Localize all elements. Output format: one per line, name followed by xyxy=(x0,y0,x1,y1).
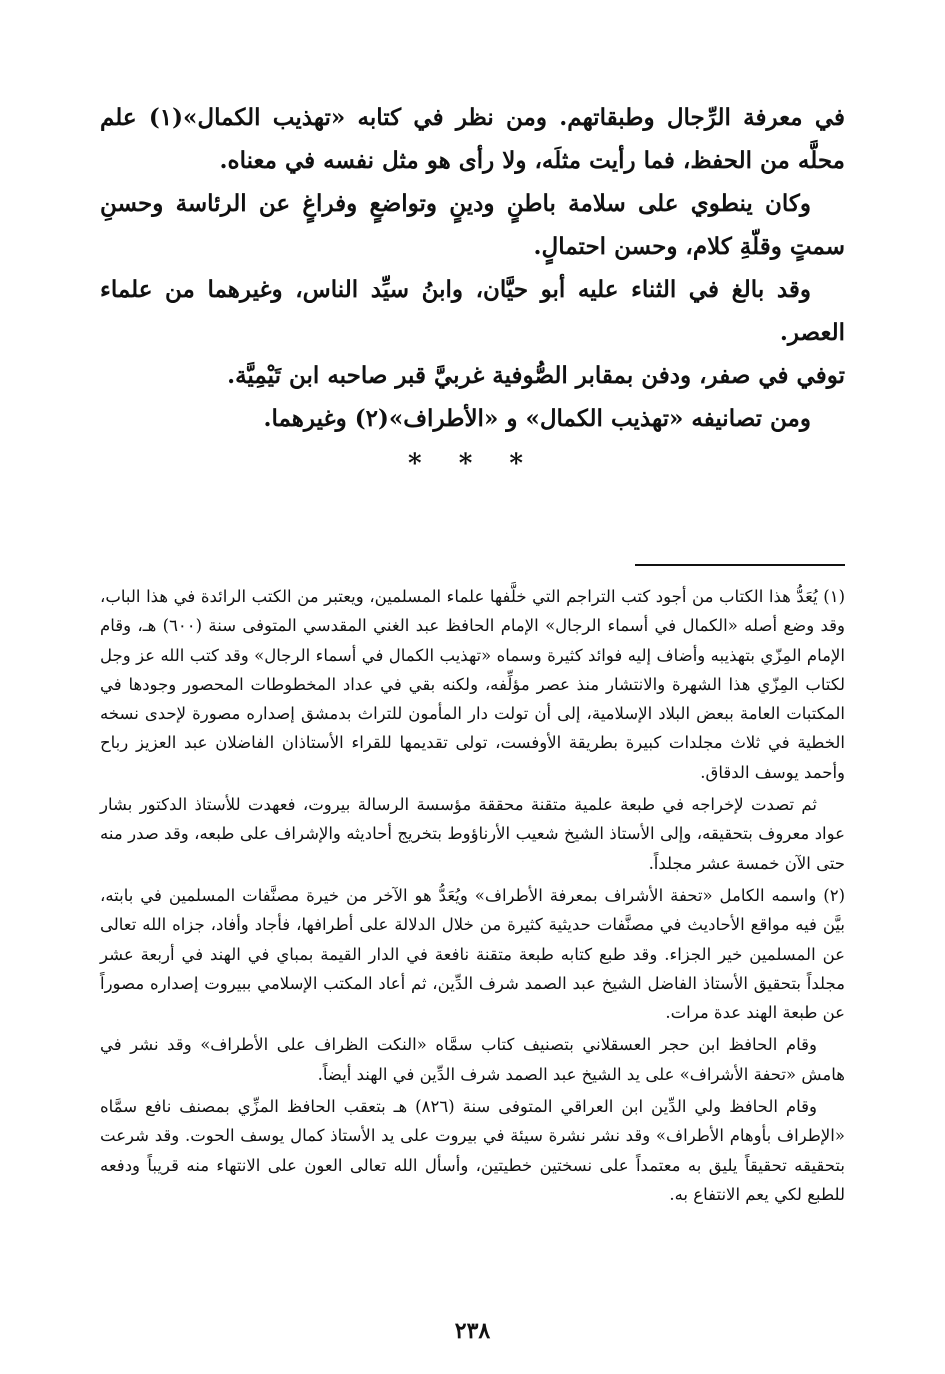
main-paragraph-4: توفي في صفر، ودفن بمقابر الصُّوفية غربيَّ قبر صاحبه ابن تَيْمِيَّة. xyxy=(227,362,845,389)
footnotes xyxy=(100,582,845,1212)
footnote-1 xyxy=(100,582,845,787)
footnote-2-text: واسمه الكامل «تحفة الأشراف بمعرفة الأطراف» ويُعَدُّ هو الآخر من خيرة مصنَّفات المسلمين في بابته، بيَّن فيه مواقع الأحاديث في مصنَّفات حديثية كثيرة من خلال الدلالة على أطرافها، فأجاد وأفاد، جزاه الله تعالى عن المسلمين خير الجزاء. وقد طبع كتابه طبعة متقنة نافعة في الدار القيمة بمباي في الهند في أربعة عشر مجلداً بتحقيق الأستاذ الفاضل الشيخ عبد الصمد شرف الدِّين، ثم أعاد المكتب الإسلامي ببيروت إصداره مصوراً عن طبعة الهند عدة مرات. xyxy=(100,885,845,1023)
main-paragraph-3: وقد بالغ في الثناء عليه أبو حيَّان، وابنُ سيِّد الناس، وغيرهما من علماء العصر. xyxy=(100,276,845,346)
footnote-2 xyxy=(100,881,845,1027)
main-paragraph-5: ومن تصانيفه «تهذيب الكمال» و «الأطراف»(٢) وغيرهما. xyxy=(263,405,811,432)
footnote-2-continuation-2: وقام الحافظ ولي الدِّين ابن العراقي المتوفى سنة (٨٢٦) هـ بتعقب الحافظ المزِّي بمصنف نافع سمَّاه «الإطراف بأوهام الأطراف» وقد نشر نشرة سيئة في بيروت على يد الأستاذ كمال يوسف الحوت. وقد شرعت بتحقيقه تحقيقاً يليق به معتمداً على نسختين خطيتين، وأسأل الله تعالى العون على الانتهاء منه قريباً ودفعه للطبع لكي يعم الانتفاع به. xyxy=(100,1097,845,1204)
footnote-1-text: يُعَدُّ هذا الكتاب من أجود كتب التراجم التي خلَّفها علماء المسلمين، ويعتبر من الكتب الرائدة في هذا الباب، وقد وضع أصله «الكمال في أسماء الرجال» الإمام الحافظ عبد الغني المقدسي المتوفى سنة (٦٠٠) هـ، وقام الإمام المِزّي بتهذيبه وأضاف إليه فوائد كثيرة وسماه «تهذيب الكمال في أسماء الرجال» وقد كتب الله عز وجل لكتاب المِزّي هذا الشهرة والانتشار منذ عصر مؤلِّفه، ولكنه بقي في عداد المخطوطات المحصور وجودها في المكتبات العامة ببعض البلاد الإسلامية، إلى أن تولت دار المأمون للتراث بدمشق إصداره مصورة لإحدى نسخه الخطية في ثلاث مجلدات كبيرة بطريقة الأوفست، تولى تقديمها للقراء الأستاذان الفاضلان عبد العزيز رباح وأحمد يوسف الدقاق. xyxy=(100,587,846,782)
main-text xyxy=(100,96,845,484)
footnote-divider xyxy=(635,564,845,566)
main-paragraph-1: في معرفة الرِّجال وطبقاتهم. ومن نظر في كتابه «تهذيب الكمال»(١) علم محلَّه من الحفظ، فما رأيت مثلَه، ولا رأى هو مثل نفسه في معناه. xyxy=(100,104,845,174)
footnote-1-number: (١) xyxy=(823,587,846,606)
page-body xyxy=(100,96,846,1344)
footnote-1-continuation: ثم تصدت لإخراجه في طبعة علمية متقنة محققة مؤسسة الرسالة بيروت، فعهدت للأستاذ الدكتور بشار عواد معروف بتحقيقه، وإلى الأستاذ الشيخ شعيب الأرناؤوط بتخريج أحاديثه والإشراف على طبعه، وقد صدر منه حتى الآن خمسة عشر مجلداً. xyxy=(100,795,845,873)
footnote-2-continuation-1: وقام الحافظ ابن حجر العسقلاني بتصنيف كتاب سمَّاه «النكت الظراف على الأطراف» وقد نشر في هامش «تحفة الأشراف» على يد الشيخ عبد الصمد شرف الدِّين في الهند أيضاً. xyxy=(100,1035,845,1084)
page-number: ٢٣٨ xyxy=(454,1318,491,1344)
main-paragraph-2: وكان ينطوي على سلامة باطنٍ ودينٍ وتواضعٍ وفراغٍ عن الرئاسة وحسنِ سمتٍ وقلّةِ كلام، وحسن احتمالٍ. xyxy=(100,190,845,260)
footnote-2-number: (٢) xyxy=(823,885,846,905)
section-separator: * * * xyxy=(408,449,537,479)
